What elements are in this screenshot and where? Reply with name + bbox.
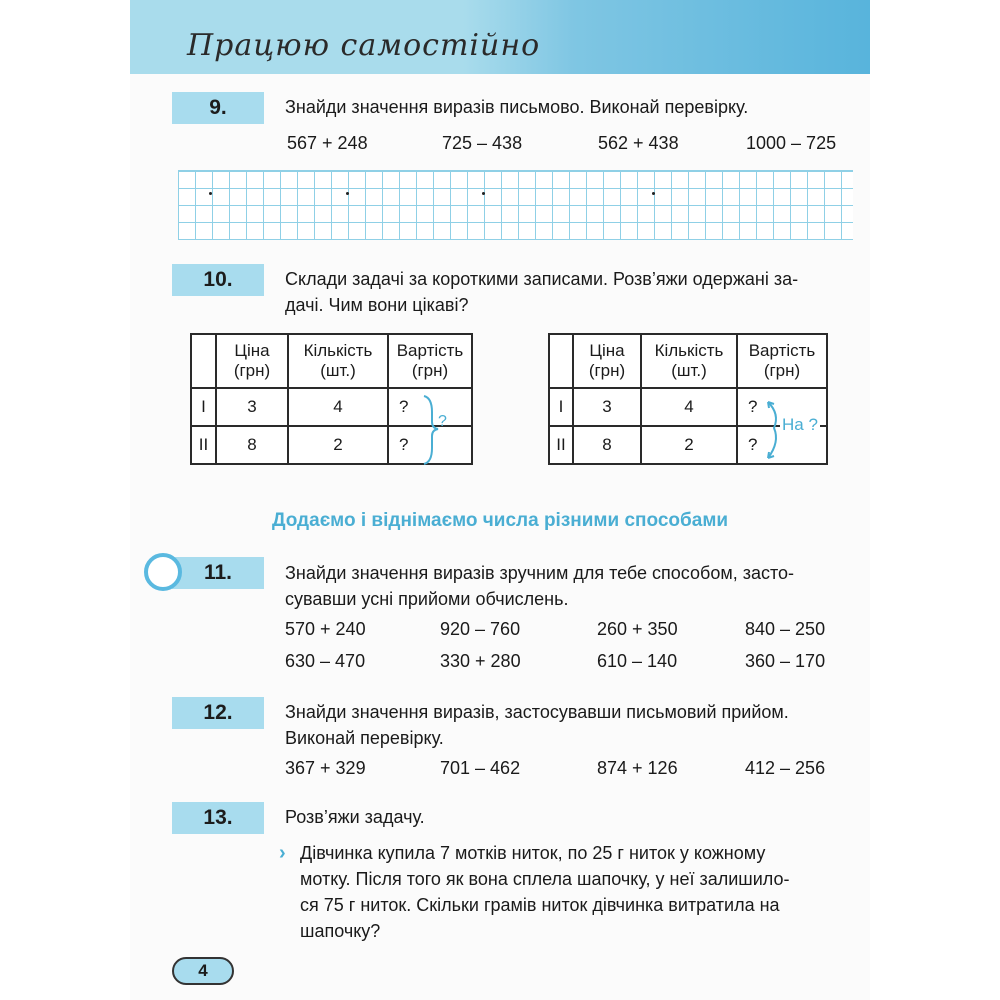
table-cell-quantity: 2 [288, 426, 388, 464]
task-9-expr-1: 567 + 248 [287, 133, 368, 153]
task-11-expr: 360 – 170 [745, 651, 826, 671]
task-13-problem-line-1: Дівчинка купила 7 мотків ниток, по 25 г ниток у кожному [300, 843, 766, 863]
task-11-number: 11. [172, 557, 264, 589]
table-row-label: I [191, 388, 216, 426]
table-row-label: II [549, 426, 573, 464]
table-cell-cost: ? [388, 388, 472, 426]
task-11-expr: 630 – 470 [285, 651, 366, 671]
table-header-cost: Вартість (грн) [737, 334, 827, 388]
table-corner-cell [191, 334, 216, 388]
grid-dot [482, 192, 485, 195]
table-cell-price: 3 [573, 388, 641, 426]
table-1-question: ? [438, 413, 447, 430]
task-12-text-line-2: Виконай перевірку. [285, 728, 444, 748]
task-12-text-line-1: Знайди значення виразів, застосувавши письмовий прийом. [285, 702, 789, 722]
grid-dot [652, 192, 655, 195]
task-11-expr: 570 + 240 [285, 619, 366, 639]
task-11-expr: 920 – 760 [440, 619, 521, 639]
table-header-price: Ціна (грн) [573, 334, 641, 388]
task-12-expr: 367 + 329 [285, 758, 366, 778]
task-13-problem-line-3: ся 75 г ниток. Скільки грамів ниток дівчинка витратила на [300, 895, 780, 915]
table-cell-cost: ? [737, 426, 827, 464]
task-13-problem-line-2: мотку. Після того як вона сплела шапочку, у неї залишило- [300, 869, 790, 889]
task-11-text-line-1: Знайди значення виразів зручним для тебе способом, засто- [285, 563, 795, 583]
task-11-expr: 260 + 350 [597, 619, 678, 639]
task-12-number: 12. [172, 697, 264, 729]
task-12-expr: 701 – 462 [440, 758, 521, 778]
page-number: 4 [172, 957, 234, 985]
task-11-expr: 330 + 280 [440, 651, 521, 671]
task-13-number: 13. [172, 802, 264, 834]
table-header-cost: Вартість (грн) [388, 334, 472, 388]
task-13-text: Розв’яжи задачу. [285, 807, 425, 827]
table-cell-price: 8 [573, 426, 641, 464]
table-cell-cost: ? [737, 388, 827, 426]
table-cell-quantity: 4 [641, 388, 737, 426]
task-11-expr: 610 – 140 [597, 651, 678, 671]
grid-dot [209, 192, 212, 195]
writing-grid[interactable] [178, 170, 853, 240]
table-cell-price: 3 [216, 388, 288, 426]
task-9-text: Знайди значення виразів письмово. Виконай перевірку. [285, 97, 749, 117]
task-9-expr-4: 1000 – 725 [746, 133, 837, 153]
task-11-expr: 840 – 250 [745, 619, 826, 639]
task-9-expr-2: 725 – 438 [442, 133, 523, 153]
table-cell-quantity: 2 [641, 426, 737, 464]
task-11-text-line-2: сувавши усні прийоми обчислень. [285, 589, 569, 609]
task-10-text-line-1: Склади задачі за короткими записами. Розв’яжи одержані за- [285, 269, 799, 289]
chevron-right-icon: › [279, 842, 286, 864]
table-header-quantity: Кількість (шт.) [288, 334, 388, 388]
table-2-question: На ? [782, 415, 818, 434]
task-12-expr: 874 + 126 [597, 758, 678, 778]
table-cell-quantity: 4 [288, 388, 388, 426]
task-10-number: 10. [172, 264, 264, 296]
table-cell-cost: ? [388, 426, 472, 464]
table-corner-cell [549, 334, 573, 388]
grid-dot [346, 192, 349, 195]
circle-marker-icon [144, 553, 182, 591]
page-title: Працюю самостійно [187, 28, 541, 63]
task-9-number: 9. [172, 92, 264, 124]
table-row-label: I [549, 388, 573, 426]
task-9-expr-3: 562 + 438 [598, 133, 679, 153]
table-header-quantity: Кількість (шт.) [641, 334, 737, 388]
task-10-text-line-2: дачі. Чим вони цікаві? [285, 295, 469, 315]
table-row-label: II [191, 426, 216, 464]
table-cell-price: 8 [216, 426, 288, 464]
table-header-price: Ціна (грн) [216, 334, 288, 388]
section-title: Додаємо і віднімаємо числа різними способами [271, 510, 729, 531]
task-12-expr: 412 – 256 [745, 758, 826, 778]
task-13-problem-line-4: шапочку? [300, 921, 381, 941]
